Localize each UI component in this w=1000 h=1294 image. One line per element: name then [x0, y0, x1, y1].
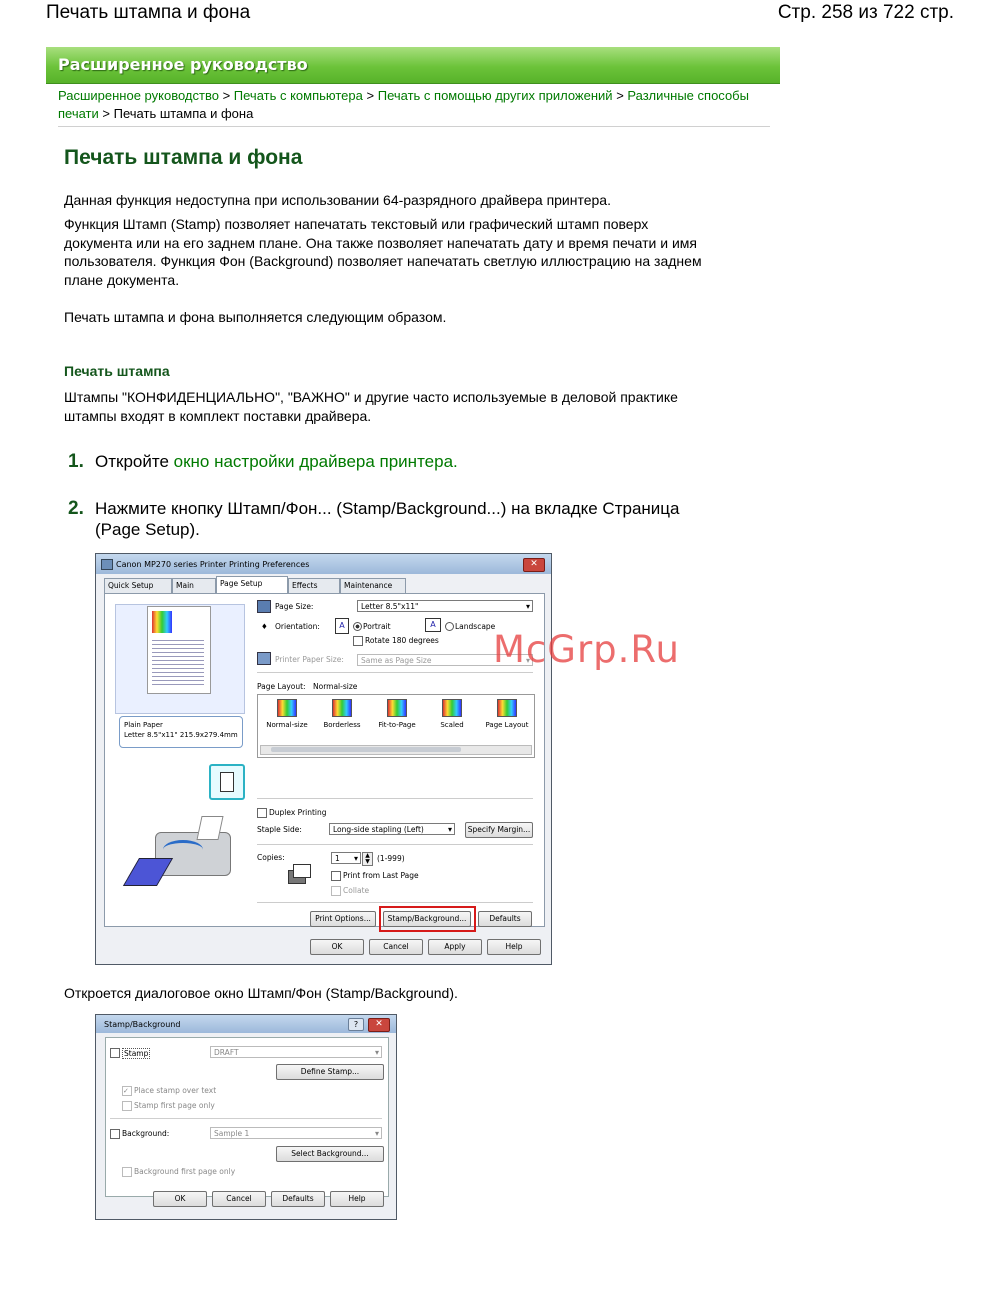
rotate-label: Rotate 180 degrees: [365, 636, 439, 645]
breadcrumb-sep: >: [102, 106, 110, 121]
portrait-label: Portrait: [363, 622, 391, 631]
page-size-select[interactable]: Letter 8.5"x11" ▾: [357, 600, 533, 612]
help-button[interactable]: Help: [330, 1191, 384, 1207]
page-header-title: Печать штампа и фона: [46, 2, 251, 23]
dialog-titlebar: [96, 554, 551, 574]
text-line: пользователя. Функция Фон (Background) позволяет напечатать светлую иллюстрацию на заднем: [64, 253, 702, 269]
landscape-radio[interactable]: [445, 622, 454, 631]
orientation-bullet: ♦: [261, 622, 268, 631]
page-setup-panel: [104, 593, 545, 927]
text-line: плане документа.: [64, 271, 180, 288]
paper-type: Plain Paper: [124, 721, 163, 729]
text-line: Функция Штамп (Stamp) позволяет напечатать текстовый или графический штамп поверх: [64, 216, 649, 232]
orientation-label: Orientation:: [275, 622, 320, 631]
divider: [58, 126, 770, 127]
stamp-select[interactable]: DRAFT ▾: [210, 1046, 382, 1058]
layout-page-layout[interactable]: [482, 699, 532, 729]
tab-quick-setup[interactable]: Quick Setup: [104, 578, 172, 594]
close-icon[interactable]: ✕: [523, 558, 545, 572]
breadcrumb-current: Печать штампа и фона: [113, 106, 254, 121]
breadcrumb-sep: >: [222, 88, 231, 103]
ok-button[interactable]: OK: [310, 939, 364, 955]
copies-icon: [288, 864, 312, 886]
divider: [110, 1118, 382, 1119]
paper-size: Letter 8.5"x11" 215.9x279.4mm: [124, 731, 238, 739]
page-size-label: Page Size:: [275, 602, 314, 611]
text-line: Нажмите кнопку Штамп/Фон... (Stamp/Background...) на вкладке Страница: [95, 499, 680, 518]
divider: [257, 798, 533, 799]
print-options-button[interactable]: Print Options...: [310, 911, 376, 927]
background-first-page-label: Background first page only: [134, 1167, 236, 1176]
select-background-button[interactable]: Select Background...: [276, 1146, 384, 1162]
divider: [257, 902, 533, 903]
divider: [257, 672, 533, 673]
borderless-icon: [332, 699, 352, 717]
layout-normal-size[interactable]: [262, 699, 312, 729]
close-icon[interactable]: ✕: [368, 1018, 390, 1032]
step-number-2: 2.: [68, 498, 84, 519]
text-line: (Page Setup).: [95, 520, 200, 539]
paper-info-box: [119, 716, 243, 748]
layout-label: Page Layout: [485, 721, 529, 729]
defaults-button[interactable]: Defaults: [478, 911, 532, 927]
layout-label: Borderless: [323, 721, 361, 729]
paragraph-stamps: [64, 388, 764, 425]
background-first-page-checkbox[interactable]: [122, 1167, 132, 1177]
copies-label: Copies:: [257, 853, 285, 862]
landscape-icon: A: [425, 618, 441, 632]
copies-value: 1: [335, 854, 340, 863]
page-title: Печать штампа и фона: [64, 146, 303, 169]
background-checkbox[interactable]: [110, 1129, 120, 1139]
rotate-checkbox[interactable]: [353, 636, 363, 646]
page-layout-list: [257, 694, 535, 758]
tab-effects[interactable]: Effects: [288, 578, 340, 594]
layout-label: Normal-size: [266, 721, 308, 729]
specify-margin-button[interactable]: Specify Margin...: [465, 822, 533, 838]
normal-size-icon: [277, 699, 297, 717]
duplex-label: Duplex Printing: [269, 808, 327, 817]
dialog-title: Canon MP270 series Printer Printing Preferences: [116, 560, 310, 569]
background-label: Background:: [122, 1129, 170, 1138]
print-last-checkbox[interactable]: [331, 871, 341, 881]
paragraph-64bit: Данная функция недоступна при использовании 64-разрядного драйвера принтера.: [64, 192, 611, 208]
background-select[interactable]: Sample 1 ▾: [210, 1127, 382, 1139]
copies-spinner[interactable]: ▲ ▼: [362, 852, 373, 866]
section-banner: [46, 47, 780, 84]
printer-paper-icon: [257, 652, 271, 665]
duplex-checkbox[interactable]: [257, 808, 267, 818]
text-line: Штампы "КОНФИДЕНЦИАЛЬНО", "ВАЖНО" и другие часто используемые в деловой практике: [64, 389, 678, 405]
printer-illustration-icon: [145, 814, 233, 894]
place-over-text-checkbox[interactable]: ✓: [122, 1086, 132, 1096]
ok-button[interactable]: OK: [153, 1191, 207, 1207]
step-1-text: [95, 451, 458, 472]
orientation-preview: [209, 764, 245, 800]
landscape-label: Landscape: [455, 622, 496, 631]
tab-maintenance[interactable]: Maintenance: [340, 578, 406, 594]
printer-icon: [101, 559, 113, 570]
scaled-icon: [442, 699, 462, 717]
page-layout-label: Page Layout:: [257, 682, 306, 691]
layout-label: Scaled: [440, 721, 464, 729]
paragraph-intro: [64, 215, 764, 289]
page-counter: Стр. 258 из 722 стр.: [777, 2, 954, 23]
layout-label: Fit-to-Page: [378, 721, 416, 729]
cancel-button[interactable]: Cancel: [369, 939, 423, 955]
stamp-checkbox[interactable]: [110, 1048, 120, 1058]
scrollbar-thumb[interactable]: [271, 747, 461, 752]
banner-text: Расширенное руководство: [58, 55, 308, 74]
layout-borderless[interactable]: [317, 699, 367, 729]
copies-range: (1-999): [377, 854, 405, 863]
preview-image-icon: [152, 611, 172, 633]
after-dialog-text: Откроется диалоговое окно Штамп/Фон (Stamp/Background).: [64, 985, 458, 1001]
print-last-label: Print from Last Page: [343, 871, 419, 880]
dialog-title: Stamp/Background: [104, 1020, 181, 1029]
portrait-icon: A: [335, 618, 349, 634]
stamp-first-page-label: Stamp first page only: [134, 1101, 215, 1110]
text-line: документа или на его заднем плане. Она также позволяет напечатать дату и время печати и имя: [64, 234, 698, 251]
step-number-1: 1.: [68, 451, 84, 472]
defaults-button[interactable]: Defaults: [271, 1191, 325, 1207]
stamp-label: Stamp: [124, 1049, 149, 1058]
tab-page-setup[interactable]: Page Setup: [216, 576, 288, 594]
stamp-background-highlight: [379, 906, 476, 932]
printing-preferences-dialog: [95, 553, 552, 965]
staple-side-label: Staple Side:: [257, 825, 302, 834]
breadcrumb: [58, 87, 758, 123]
page-layout-icon: [497, 699, 517, 717]
stamp-background-dialog: [95, 1014, 397, 1220]
cancel-button[interactable]: Cancel: [212, 1191, 266, 1207]
help-icon[interactable]: ?: [348, 1018, 364, 1031]
breadcrumb-link-3[interactable]: Печать с помощью других приложений: [377, 88, 613, 103]
layout-scaled[interactable]: [427, 699, 477, 729]
watermark: McGrp.Ru: [493, 628, 680, 671]
section-title: Печать штампа: [64, 363, 170, 379]
preview-text-lines: [152, 637, 204, 687]
collate-checkbox[interactable]: [331, 886, 341, 896]
horizontal-scrollbar[interactable]: [260, 745, 532, 755]
fit-to-page-icon: [387, 699, 407, 717]
copies-input[interactable]: [331, 852, 361, 864]
stamp-background-panel: [105, 1037, 389, 1197]
breadcrumb-link-4[interactable]: Различные способы печати: [58, 88, 749, 121]
page-layout-value: Normal-size: [313, 682, 358, 691]
apply-button[interactable]: Apply: [428, 939, 482, 955]
layout-fit-to-page[interactable]: [372, 699, 422, 729]
paragraph-procedure: Печать штампа и фона выполняется следующим образом.: [64, 309, 447, 325]
breadcrumb-link-2[interactable]: Печать с компьютера: [233, 88, 363, 103]
define-stamp-button[interactable]: Define Stamp...: [276, 1064, 384, 1080]
breadcrumb-sep: >: [616, 88, 624, 103]
breadcrumb-sep: >: [366, 88, 375, 103]
text-line: штампы входят в комплект поставки драйвера.: [64, 407, 372, 424]
staple-side-select[interactable]: Long-side stapling (Left) ▾: [329, 823, 455, 835]
dialog-titlebar: [96, 1015, 396, 1033]
help-button[interactable]: Help: [487, 939, 541, 955]
collate-label: Collate: [343, 886, 370, 895]
printer-paper-label: Printer Paper Size:: [275, 655, 344, 664]
stamp-background-button[interactable]: Stamp/Background...: [383, 911, 471, 927]
step-2-text: [95, 498, 755, 540]
divider: [257, 844, 533, 845]
step-1-label: Откройте: [95, 452, 174, 471]
driver-setup-link[interactable]: окно настройки драйвера принтера.: [173, 452, 458, 471]
portrait-radio[interactable]: [353, 622, 362, 631]
breadcrumb-link-1[interactable]: Расширенное руководство: [58, 88, 219, 103]
page-size-icon: [257, 600, 271, 613]
printer-paper-select[interactable]: Same as Page Size ▾: [357, 654, 533, 666]
tab-main[interactable]: Main: [172, 578, 216, 594]
preview-sheet: [147, 606, 211, 694]
stamp-first-page-checkbox[interactable]: [122, 1101, 132, 1111]
place-over-text-label: Place stamp over text: [134, 1086, 217, 1095]
